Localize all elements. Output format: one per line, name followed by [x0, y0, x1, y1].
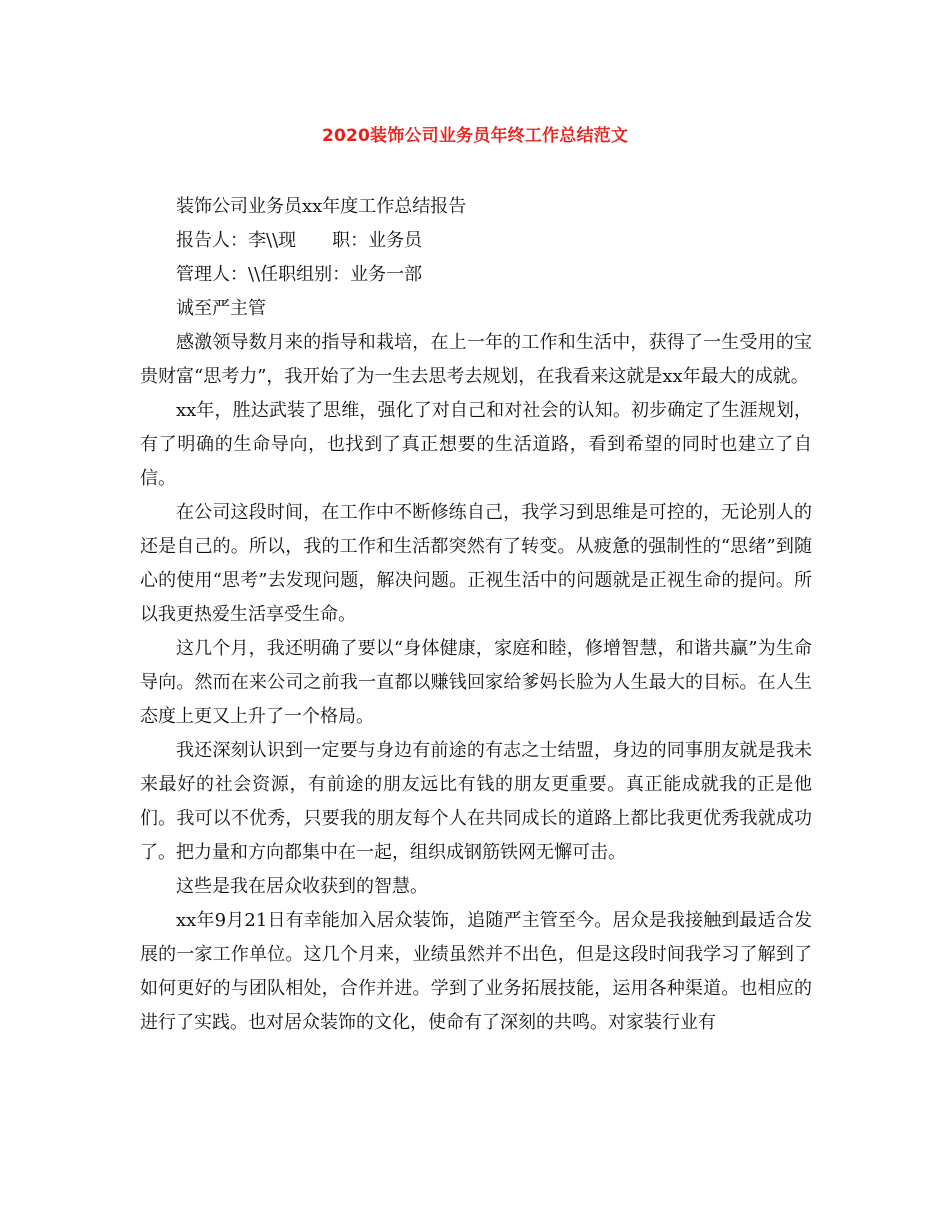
- paragraph-body: xx年，胜达武装了思维，强化了对自己和对社会的认知。初步确定了生涯规划，有了明确的生命导向，也找到了真正想要的生活道路，看到希望的同时也建立了自信。: [140, 400, 812, 489]
- paragraph-manager-info: 管理人：\\任职组别：业务一部: [176, 264, 423, 285]
- paragraph-salutation: 诚至严主管: [176, 298, 266, 319]
- paragraph-body: 感激领导数月来的指导和栽培，在上一年的工作和生活中，获得了一生受用的宝贵财富“思考力”，我开始了为一生去思考去规划，在我看来这就是xx年最大的成就。: [140, 332, 812, 387]
- paragraph-body: 这些是我在居众收获到的智慧。: [176, 876, 428, 897]
- paragraph-body: xx年9月21日有幸能加入居众装饰，追随严主管至今。居众是我接触到最适合发展的一家工作单位。这几个月来，业绩虽然并不出色，但是这段时间我学习了解到了如何更好的与团队相处，合作并进。学到了业务拓展技能，运用各种渠道。也相应的进行了实践。也对居众装饰的文化，使命有了深刻的共鸣。对家装行业有: [140, 910, 812, 1033]
- paragraph-reporter-info: 报告人：李\\现 职：业务员: [176, 230, 423, 251]
- document-body: [140, 190, 812, 1040]
- paragraph-body: 这几个月，我还明确了要以“身体健康，家庭和睦，修增智慧，和谐共赢”为生命导向。然而在来公司之前我一直都以赚钱回家给爹妈长脸为人生最大的目标。在人生态度上更又上升了一个格局。: [140, 638, 812, 727]
- paragraph-body: 在公司这段时间，在工作中不断修练自己，我学习到思维是可控的，无论别人的还是自己的。所以，我的工作和生活都突然有了转变。从疲惫的强制性的“思绪”到随心的使用“思考”去发现问题，解决问题。正视生活中的问题就是正视生命的提问。所以我更热爱生活享受生命。: [140, 502, 812, 625]
- document-title: 2020装饰公司业务员年终工作总结范文: [321, 126, 629, 146]
- paragraph-body: 我还深刻认识到一定要与身边有前途的有志之士结盟，身边的同事朋友就是我未来最好的社会资源，有前途的朋友远比有钱的朋友更重要。真正能成就我的正是他们。我可以不优秀，只要我的朋友每个人在共同成长的道路上都比我更优秀我就成功了。把力量和方向都集中在一起，组织成钢筋铁网无懈可击。: [140, 740, 812, 863]
- paragraph-report-heading: 装饰公司业务员xx年度工作总结报告: [176, 196, 467, 217]
